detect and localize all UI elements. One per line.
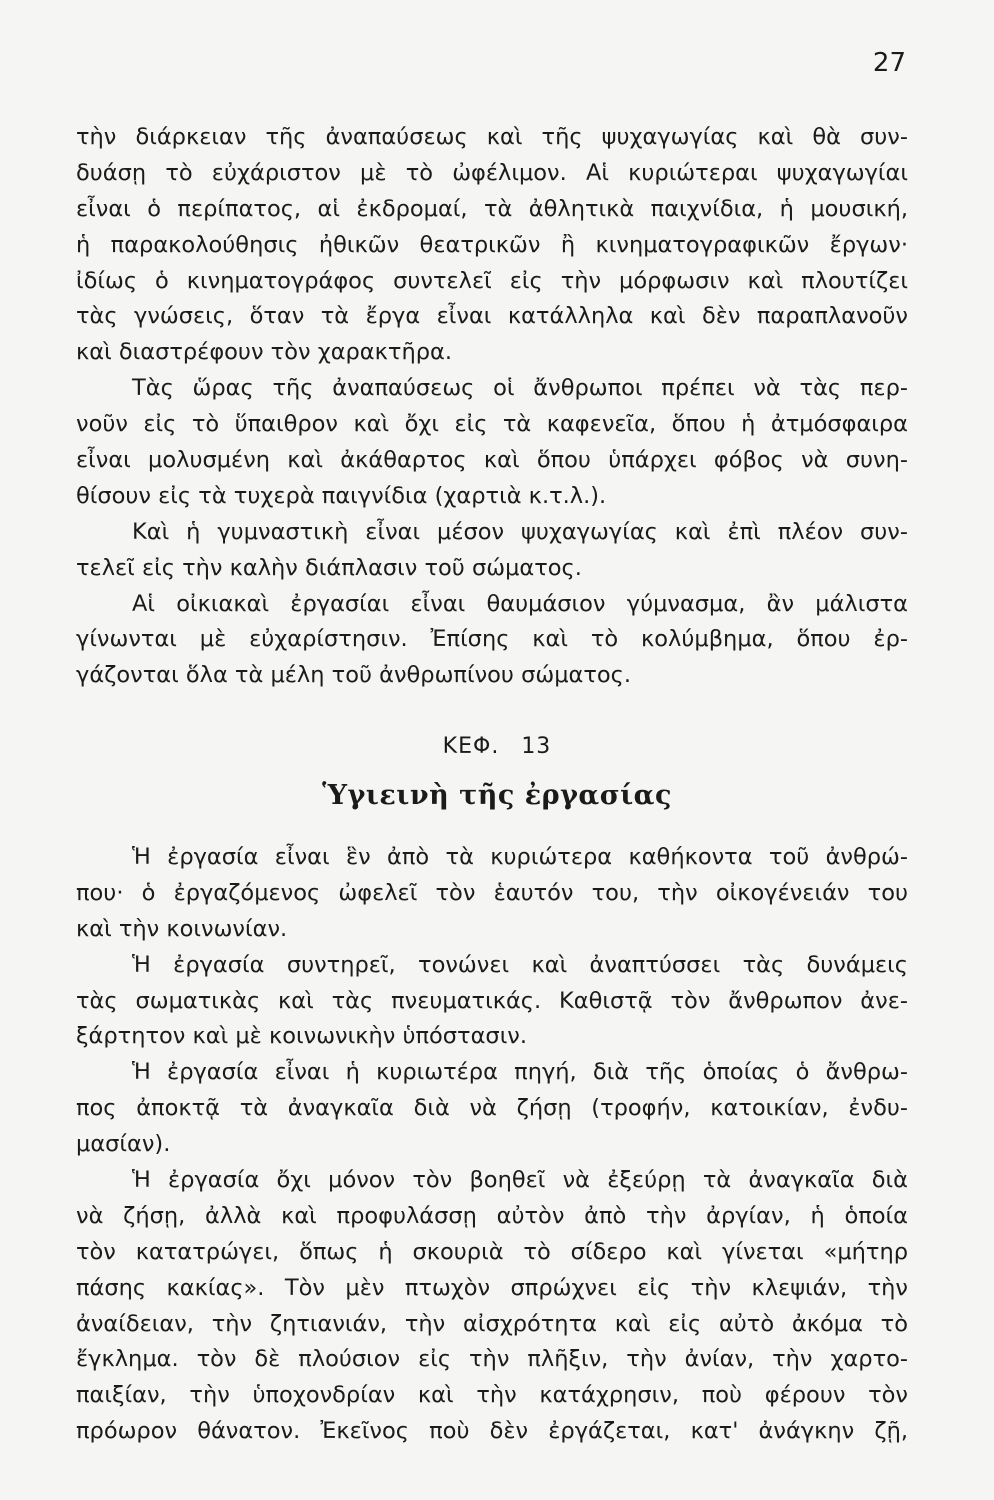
text-line: Ἡ ἐργασία εἶναι ἡ κυριωτέρα πηγή, διὰ τῆς ὁποίας ὁ ἄνθρω- xyxy=(132,1059,908,1086)
text-line: τὴν διάρκειαν τῆς ἀναπαύσεως καὶ τῆς ψυχαγωγίας καὶ θὰ συν- xyxy=(76,124,908,150)
text-line: δυάσῃ τὸ εὐχάριστον μὲ τὸ ὠφέλιμον. Αἱ κυριώτεραι ψυχαγωγίαι xyxy=(76,159,908,186)
text-line: ξάρτητον καὶ μὲ κοινωνικὴν ὑπόστασιν. xyxy=(76,1023,528,1050)
text-line: Ἡ ἐργασία εἶναι ἓν ἀπὸ τὰ κυριώτερα καθήκοντα τοῦ ἀνθρώ- xyxy=(132,844,908,870)
body-text-top xyxy=(76,120,908,694)
chapter-abbrev: ΚΕΦ. xyxy=(442,734,500,759)
text-line: τὰς γνώσεις, ὅταν τὰ ἔργα εἶναι κατάλληλα καὶ δὲν παραπλανοῦν xyxy=(76,303,908,330)
text-line: πάσης κακίας». Τὸν μὲν πτωχὸν σπρώχνει εἰς τὴν κλεψιάν, τὴν xyxy=(76,1274,908,1301)
text-line: γάζονται ὅλα τὰ μέλη τοῦ ἀνθρωπίνου σώματος. xyxy=(76,662,632,689)
text-line: πρόωρον θάνατον. Ἐκεῖνος ποὺ δὲν ἐργάζεται, κατ' ἀνάγκην ζῇ, xyxy=(76,1418,908,1445)
text-line: νὰ ζήσῃ, ἀλλὰ καὶ προφυλάσσῃ αὐτὸν ἀπὸ τὴν ἀργίαν, ἡ ὁποία xyxy=(76,1202,908,1229)
text-line: καὶ τὴν κοινωνίαν. xyxy=(76,915,288,942)
text-line: Ἡ ἐργασία συντηρεῖ, τονώνει καὶ ἀναπτύσσει τὰς δυνάμεις xyxy=(132,951,908,978)
text-line: Ἡ ἐργασία ὄχι μόνον τὸν βοηθεῖ νὰ ἐξεύρῃ τὰ ἀναγκαῖα διὰ xyxy=(132,1167,908,1194)
text-line: ἰδίως ὁ κινηματογράφος συντελεῖ εἰς τὴν μόρφωσιν καὶ πλουτίζει xyxy=(76,267,908,294)
text-line: εἶναι ὁ περίπατος, αἱ ἐκδρομαί, τὰ ἀθλητικὰ παιχνίδια, ἡ μουσική, xyxy=(76,195,908,222)
page-number: 27 xyxy=(872,48,906,78)
text-line: Αἱ οἰκιακαὶ ἐργασίαι εἶναι θαυμάσιον γύμνασμα, ἂν μάλιστα xyxy=(132,590,908,617)
text-line: που· ὁ ἐργαζόμενος ὠφελεῖ τὸν ἑαυτόν του, τὴν οἰκογένειάν του xyxy=(76,879,908,906)
body-text-bottom xyxy=(76,840,908,1450)
text-line: Τὰς ὥρας τῆς ἀναπαύσεως οἱ ἄνθρωποι πρέπει νὰ τὰς περ- xyxy=(132,375,908,402)
text-line: Καὶ ἡ γυμναστικὴ εἶναι μέσον ψυχαγωγίας καὶ ἐπὶ πλέον συν- xyxy=(132,518,908,545)
text-line: θίσουν εἰς τὰ τυχερὰ παιγνίδια (χαρτιὰ κ.τ.λ.). xyxy=(76,482,607,509)
text-line: ἔγκλημα. τὸν δὲ πλούσιον εἰς τὴν πλῆξιν, τὴν ἀνίαν, τὴν χαρτο- xyxy=(76,1346,908,1373)
text-line: εἶναι μολυσμένη καὶ ἀκάθαρτος καὶ ὅπου ὑπάρχει φόβος νὰ συνη- xyxy=(76,447,908,474)
text-line: τελεῖ εἰς τὴν καλὴν διάπλασιν τοῦ σώματος. xyxy=(76,554,582,581)
text-line: ἀναίδειαν, τὴν ζητιανιάν, τὴν αἰσχρότητα καὶ εἰς αὐτὸ ἀκόμα τὸ xyxy=(76,1310,908,1337)
chapter-number: 13 xyxy=(521,734,552,759)
text-line: νοῦν εἰς τὸ ὕπαιθρον καὶ ὄχι εἰς τὰ καφενεῖα, ὅπου ἡ ἀτμόσφαιρα xyxy=(76,411,908,438)
text-line: τὸν κατατρώγει, ὅπως ἡ σκουριὰ τὸ σίδερο καὶ γίνεται «μήτηρ xyxy=(76,1238,908,1265)
text-line: γίνωνται μὲ εὐχαρίστησιν. Ἐπίσης καὶ τὸ κολύμβημα, ὅπου ἐρ- xyxy=(76,626,908,653)
text-line: ἡ παρακολούθησις ἠθικῶν θεατρικῶν ἢ κινηματογραφικῶν ἔργων· xyxy=(76,231,908,258)
text-line: πος ἀποκτᾷ τὰ ἀναγκαῖα διὰ νὰ ζήσῃ (τροφήν, κατοικίαν, ἐνδυ- xyxy=(76,1095,908,1122)
chapter-label xyxy=(0,736,994,758)
chapter-title: Ὑγιεινὴ τῆς ἐργασίας xyxy=(322,780,672,811)
text-line: τὰς σωματικὰς καὶ τὰς πνευματικάς. Καθιστᾷ τὸν ἄνθρωπον ἀνε- xyxy=(76,987,908,1014)
text-line: παιξίαν, τὴν ὑποχονδρίαν καὶ τὴν κατάχρησιν, ποὺ φέρουν τὸν xyxy=(76,1382,908,1409)
text-line: μασίαν). xyxy=(76,1131,171,1158)
text-line: καὶ διαστρέφουν τὸν χαρακτῆρα. xyxy=(76,339,452,366)
